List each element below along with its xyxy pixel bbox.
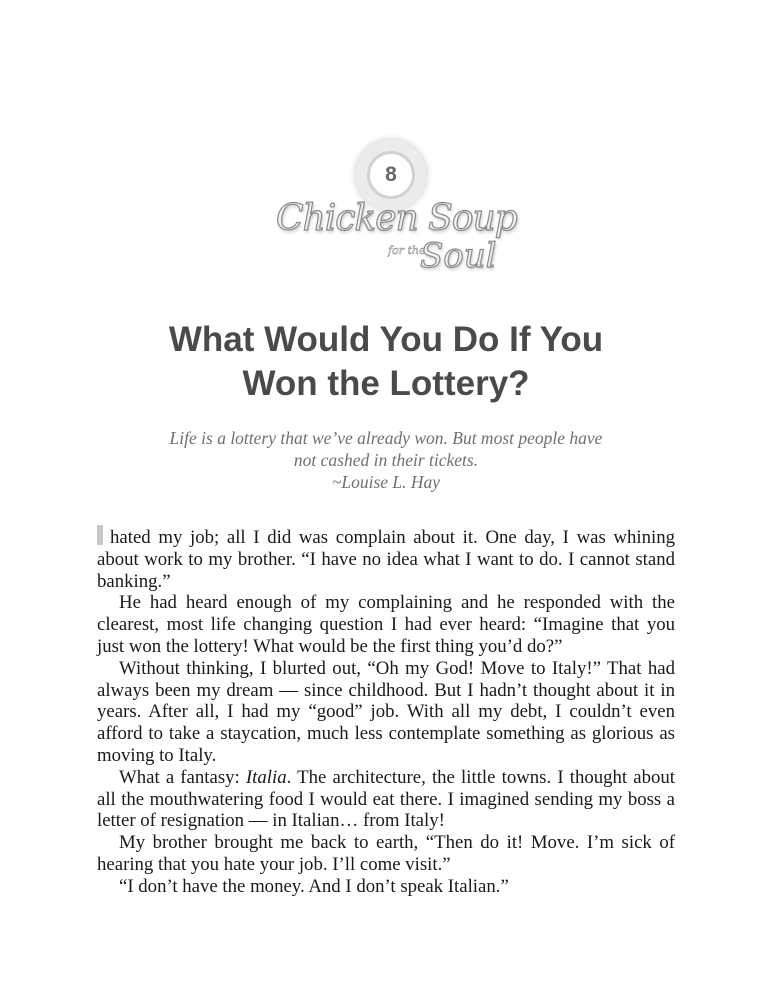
logo-text-for-the: for the bbox=[388, 244, 426, 257]
paragraph-3: Without thinking, I blurted out, “Oh my God! Move to Italy!” That had always been my dream — since childhood. But I hadn’t thought about it in years. After all, I had my “good” job. With all my debt, I couldn’t even afford to take a staycation, much less contemplate something as glorious as moving to Italy. bbox=[97, 657, 675, 766]
chapter-number: 8 bbox=[367, 151, 415, 199]
paragraph-4 bbox=[97, 767, 675, 832]
paragraph-4-end: . The architecture, the little towns. I thought about all the mouthwatering food I would eat there. I imagined sending my boss a letter of resignation — in Italian… from Italy! bbox=[97, 766, 676, 832]
chapter-title-line-2: Won the Lottery? bbox=[242, 364, 530, 403]
epigraph bbox=[120, 427, 652, 493]
drop-cap bbox=[97, 525, 103, 545]
paragraph-4-italic: Italia bbox=[245, 766, 287, 788]
paragraph-1-text: hated my job; all I did was complain about it. One day, I was whining about work to my brother. “I have no idea what I want to do. I cannot stand banking.” bbox=[97, 527, 675, 592]
paragraph-6: “I don’t have the money. And I don’t speak Italian.” bbox=[119, 875, 509, 897]
story-body bbox=[97, 525, 675, 898]
epigraph-quote-line-2: not cashed in their tickets. bbox=[293, 450, 479, 470]
paragraph-5: My brother brought me back to earth, “Then do it! Move. I’m sick of hearing that you hate your job. I’ll come visit.” bbox=[97, 832, 675, 875]
chapter-title bbox=[0, 318, 772, 406]
chapter-title-line-1: What Would You Do If You bbox=[168, 320, 604, 359]
epigraph-quote-line-1: Life is a lottery that we’ve already won. But most people have bbox=[169, 428, 603, 448]
logo-text-chicken-soup: Chicken Soup bbox=[276, 198, 517, 239]
paragraph-1 bbox=[97, 525, 675, 592]
logo-text-soul: Soul bbox=[420, 236, 497, 276]
paragraph-2: He had heard enough of my complaining and he responded with the clearest, most life changing question I had ever heard: “Imagine that you just won the lottery! What would be the first thing you’d do?” bbox=[97, 592, 675, 657]
paragraph-4-start: What a fantasy: bbox=[119, 766, 246, 788]
epigraph-attribution: ~Louise L. Hay bbox=[331, 472, 441, 492]
chicken-soup-logo bbox=[268, 140, 517, 290]
